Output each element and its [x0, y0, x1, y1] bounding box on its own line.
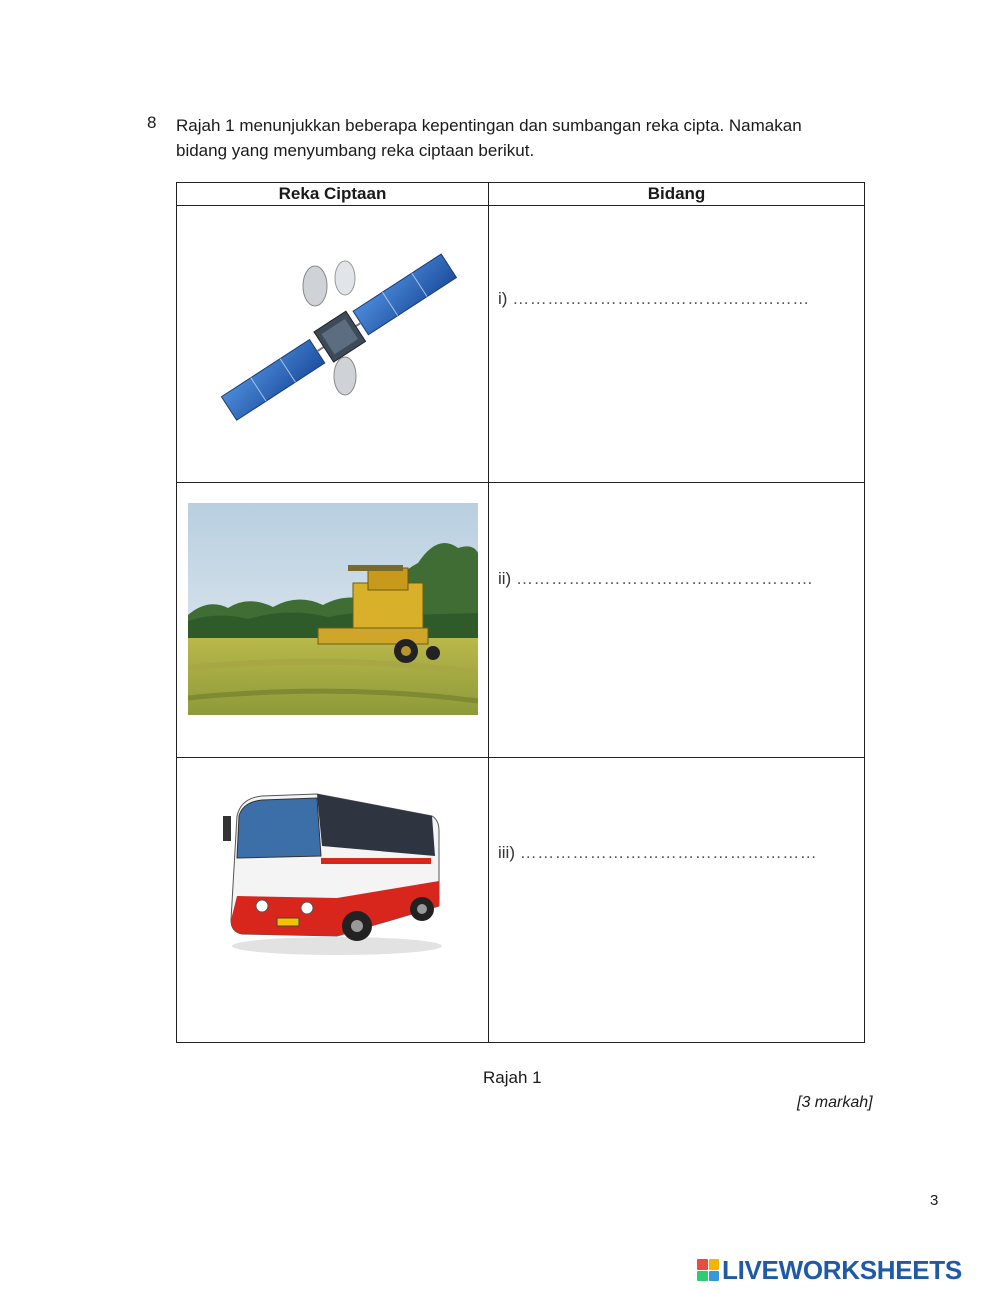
- table-row: [177, 206, 865, 483]
- page-number: 3: [930, 1192, 939, 1209]
- answer-line-2[interactable]: [498, 569, 813, 589]
- image-cell-harvester: [177, 483, 489, 758]
- answer-prefix-1: i): [498, 289, 508, 308]
- header-reka-ciptaan: Reka Ciptaan: [177, 183, 489, 206]
- image-cell-satellite: [177, 206, 489, 483]
- marks-label: [3 markah]: [797, 1094, 873, 1111]
- answer-prefix-2: ii): [498, 569, 512, 588]
- liveworksheets-brand-text: LIVEWORKSHEETS: [722, 1254, 962, 1285]
- inventions-table: [176, 182, 865, 1043]
- question-number: 8: [147, 113, 157, 132]
- question-line-1: Rajah 1 menunjukkan beberapa kepentingan dan sumbangan reka cipta. Namakan: [176, 116, 802, 135]
- satellite-image: [217, 236, 457, 436]
- answer-cell-3: [489, 758, 865, 1043]
- table-header-row: [177, 183, 865, 206]
- question-text: [176, 113, 856, 163]
- answer-prefix-3: iii): [498, 843, 515, 862]
- answer-dots-1: ……………………………………………: [512, 289, 810, 308]
- table-row: [177, 758, 865, 1043]
- answer-line-1[interactable]: [498, 289, 810, 309]
- liveworksheets-logo[interactable]: [697, 1255, 962, 1285]
- header-bidang: Bidang: [489, 183, 865, 206]
- answer-cell-2: [489, 483, 865, 758]
- liveworksheets-logo-icon: [697, 1259, 719, 1281]
- combine-harvester-image: [188, 503, 478, 715]
- answer-line-3[interactable]: [498, 843, 817, 863]
- question-line-2: bidang yang menyumbang reka ciptaan berikut.: [176, 141, 535, 160]
- image-cell-bus: [177, 758, 489, 1043]
- answer-dots-3: ……………………………………………: [519, 843, 818, 862]
- answer-dots-2: ……………………………………………: [515, 569, 814, 588]
- table-row: [177, 483, 865, 758]
- answer-cell-1: [489, 206, 865, 483]
- bus-image: [217, 786, 447, 961]
- figure-caption: Rajah 1: [483, 1068, 542, 1087]
